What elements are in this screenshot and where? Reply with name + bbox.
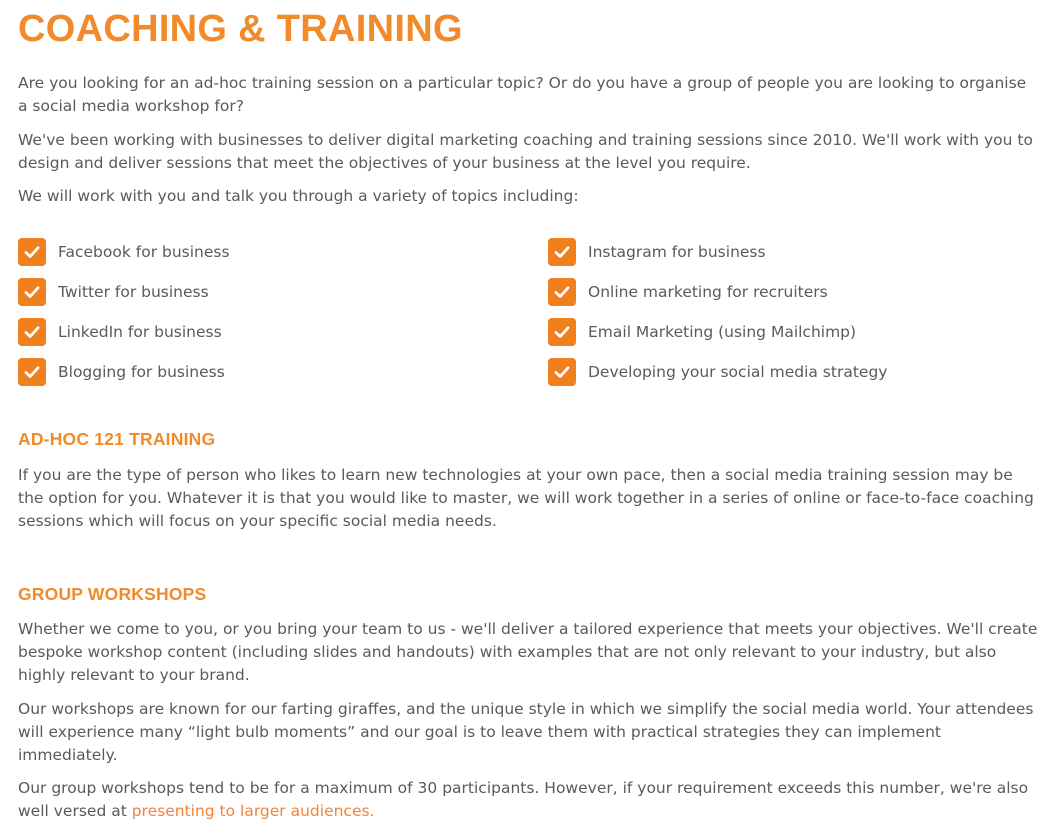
- topic-label: Twitter for business: [58, 283, 209, 301]
- topic-item: [18, 238, 548, 266]
- topic-item: [548, 278, 1038, 306]
- topic-item: [548, 238, 1038, 266]
- topics-checklist: [18, 238, 1038, 386]
- topic-label: Online marketing for recruiters: [588, 283, 828, 301]
- page-title: COACHING & TRAINING: [18, 8, 463, 50]
- checkmark-icon: [18, 278, 46, 306]
- intro-paragraph-1: Are you looking for an ad-hoc training session on a particular topic? Or do you have a group of people you are looking to organise a social media workshop for?: [18, 74, 1027, 115]
- topic-label: Email Marketing (using Mailchimp): [588, 323, 857, 341]
- topic-item: [18, 358, 548, 386]
- topic-item: [18, 278, 548, 306]
- adhoc-paragraph: If you are the type of person who likes to learn new technologies at your own pace, then a social media training session may be the option for you. Whatever it is that you would like to master, we will work together in a series of online or face-to-face coaching sessions which will focus on your specific social media needs.: [18, 466, 1034, 530]
- topic-label: LinkedIn for business: [58, 323, 222, 341]
- checkmark-icon: [18, 238, 46, 266]
- topic-item: [548, 318, 1038, 346]
- workshops-paragraph-3-text: Our group workshops tend to be for a maximum of 30 participants. However, if your requirement exceeds this number, we're also well versed at: [18, 779, 1029, 820]
- checkmark-icon: [548, 318, 576, 346]
- topic-label: Developing your social media strategy: [588, 363, 888, 381]
- topic-item: [548, 358, 1038, 386]
- topic-label: Instagram for business: [588, 243, 766, 261]
- workshops-paragraph-2: Our workshops are known for our farting giraffes, and the unique style in which we simplify the social media world. Your attendees will experience many “light bulb moments” and our goal is to leave them with practical strategies they can implement immediately.: [18, 700, 1034, 764]
- topic-item: [18, 318, 548, 346]
- larger-audiences-link[interactable]: presenting to larger audiences.: [131, 802, 375, 820]
- checkmark-icon: [18, 358, 46, 386]
- intro-paragraph-2: We've been working with businesses to deliver digital marketing coaching and training sessions since 2010. We'll work with you to design and deliver sessions that meet the objectives of your business at the level you require.: [18, 131, 1033, 172]
- workshops-paragraph-1: Whether we come to you, or you bring your team to us - we'll deliver a tailored experience that meets your objectives. We'll create bespoke workshop content (including slides and handouts) with examples that are not only relevant to your industry, but also highly relevant to your brand.: [18, 620, 1038, 684]
- topic-label: Blogging for business: [58, 363, 225, 381]
- checkmark-icon: [18, 318, 46, 346]
- topic-label: Facebook for business: [58, 243, 230, 261]
- checkmark-icon: [548, 358, 576, 386]
- intro-paragraph-3: We will work with you and talk you through a variety of topics including:: [18, 187, 579, 205]
- checkmark-icon: [548, 238, 576, 266]
- checkmark-icon: [548, 278, 576, 306]
- workshops-paragraph-3: [18, 777, 1038, 823]
- workshops-heading: GROUP WORKSHOPS: [18, 584, 207, 604]
- adhoc-heading: AD-HOC 121 TRAINING: [18, 429, 216, 449]
